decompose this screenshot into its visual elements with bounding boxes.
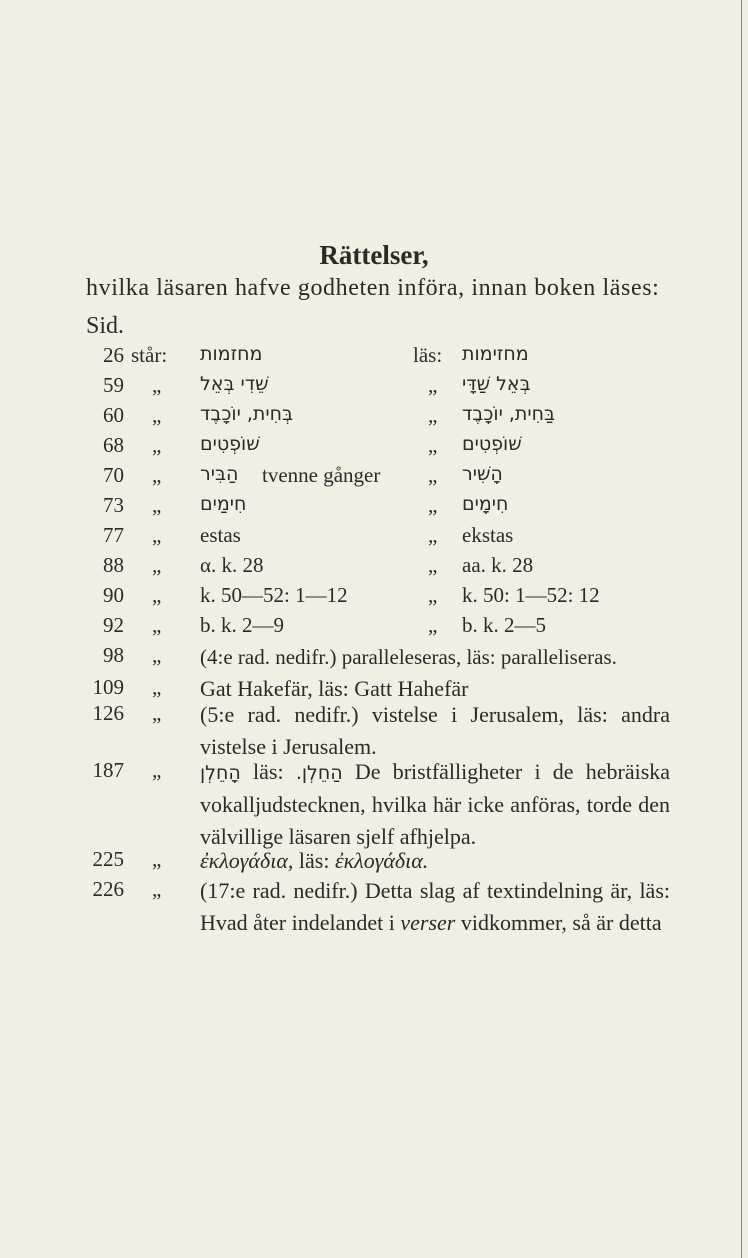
ditto-mark: „ <box>428 463 438 487</box>
page-number: 60 <box>103 403 124 427</box>
page-number: 187 <box>92 758 124 782</box>
page-number: 59 <box>103 373 124 397</box>
erratum-row <box>0 523 748 555</box>
right-text: חִימָים <box>462 493 509 515</box>
ditto-mark: „ <box>428 613 438 637</box>
wrong-text: α. k. 28 <box>200 553 264 577</box>
erratum-row <box>0 343 748 375</box>
erratum-row <box>0 433 748 465</box>
ditto-mark: „ <box>152 523 162 547</box>
wrong-note: tvenne gånger <box>262 463 381 487</box>
page-number: 126 <box>92 701 124 725</box>
page-number: 109 <box>92 675 124 699</box>
ditto-mark: „ <box>152 847 162 871</box>
erratum-row <box>0 493 748 525</box>
ditto-mark: „ <box>428 433 438 457</box>
las-label: läs: <box>253 759 284 784</box>
subtitle: hvilka läsaren hafve godheten införa, innan boken läses: <box>86 275 660 301</box>
ditto-mark: „ <box>428 373 438 397</box>
ditto-mark: „ <box>428 583 438 607</box>
ditto-mark: „ <box>428 523 438 547</box>
erratum-row <box>0 463 748 495</box>
correction-text: (5:e rad. nedifr.) vistelse i Jerusalem, läs: andra vistelse i Jerusalem. <box>200 702 670 759</box>
note-text: (17:e rad. nedifr.) Detta slag af textindelning är, läs: Hvad åter indelandet i <box>200 878 670 935</box>
wrong-text: שֵׁדִי בְּאֵל <box>200 373 269 395</box>
page-number: 73 <box>103 493 124 517</box>
ditto-mark: „ <box>428 553 438 577</box>
correction-text <box>200 845 670 877</box>
wrong-label: står: <box>131 343 168 367</box>
wrong-text: שׁוֹפְטִים <box>200 433 260 455</box>
erratum-row <box>0 373 748 405</box>
note-text: De bristfälligheter i de hebräiska vokalljudstecknen, hvilka här icke anföras, torde den välvillige läsaren sjelf afhjelpa. <box>200 759 671 849</box>
right-text: בַּחִית, יוֹכָבֶד <box>462 403 556 425</box>
right-text: k. 50: 1—52: 12 <box>462 583 600 607</box>
page-number: 225 <box>92 847 124 871</box>
correction-text: (4:e rad. nedifr.) paralleleseras, läs: paralleliseras. <box>200 645 617 669</box>
page-number: 68 <box>103 433 124 457</box>
greek-wrong: ἐκλογάδια, <box>200 848 294 873</box>
page-number: 77 <box>103 523 124 547</box>
page-number: 70 <box>103 463 124 487</box>
ditto-mark: „ <box>152 373 162 397</box>
page-number: 226 <box>92 877 124 901</box>
erratum-row <box>0 877 748 973</box>
correction-text <box>200 875 670 939</box>
ditto-mark: „ <box>152 675 162 699</box>
correction-text <box>200 756 670 853</box>
right-text: בְּאֵל שַׁדָּי <box>462 373 531 395</box>
wrong-text: הַבִּיר <box>200 463 239 485</box>
ditto-mark: „ <box>428 493 438 517</box>
ditto-mark: „ <box>152 613 162 637</box>
greek-right: ἐκλογάδια. <box>334 848 429 873</box>
las-label: läs: <box>298 848 330 873</box>
erratum-row <box>0 583 748 615</box>
ditto-mark: „ <box>152 583 162 607</box>
hebrew-right: הַחֵלְן. <box>295 762 343 784</box>
note-text: vidkommer, så är detta <box>460 910 662 935</box>
right-text: מחזימות <box>462 343 529 365</box>
erratum-row <box>0 553 748 585</box>
page-number: 26 <box>103 343 124 367</box>
page-number: 90 <box>103 583 124 607</box>
page-number: 98 <box>103 643 124 667</box>
column-label: Sid. <box>86 313 125 339</box>
right-label: läs: <box>413 343 443 367</box>
page-number: 88 <box>103 553 124 577</box>
erratum-row <box>0 403 748 435</box>
ditto-mark: „ <box>152 643 162 667</box>
right-text: aa. k. 28 <box>462 553 534 577</box>
right-text: הָשִׁיר <box>462 463 503 485</box>
ditto-mark: „ <box>152 403 162 427</box>
page-number: 92 <box>103 613 124 637</box>
ditto-mark: „ <box>152 433 162 457</box>
right-text: ekstas <box>462 523 514 547</box>
ditto-mark: „ <box>152 701 162 725</box>
page-title: Rättelser, <box>319 240 429 270</box>
wrong-text: מחזמות <box>200 343 263 365</box>
emphasis: verser <box>400 910 456 935</box>
hebrew-wrong: הָחֵלְן <box>200 762 241 784</box>
wrong-text: חִימַים <box>200 493 247 515</box>
erratum-row <box>0 643 748 675</box>
ditto-mark: „ <box>152 553 162 577</box>
right-text: שׁוֹפְטִים <box>462 433 522 455</box>
ditto-mark: „ <box>152 463 162 487</box>
wrong-text: b. k. 2—9 <box>200 613 284 637</box>
wrong-text: בְּחִית, יוֹכָבֶד <box>200 403 294 425</box>
ditto-mark: „ <box>152 758 162 782</box>
ditto-mark: „ <box>152 877 162 901</box>
ditto-mark: „ <box>428 403 438 427</box>
erratum-row <box>0 758 748 854</box>
correction-text: Gat Hakefär, läs: Gatt Hahefär <box>200 676 469 701</box>
wrong-text: estas <box>200 523 241 547</box>
right-text: b. k. 2—5 <box>462 613 546 637</box>
ditto-mark: „ <box>152 493 162 517</box>
wrong-text: k. 50—52: 1—12 <box>200 583 348 607</box>
